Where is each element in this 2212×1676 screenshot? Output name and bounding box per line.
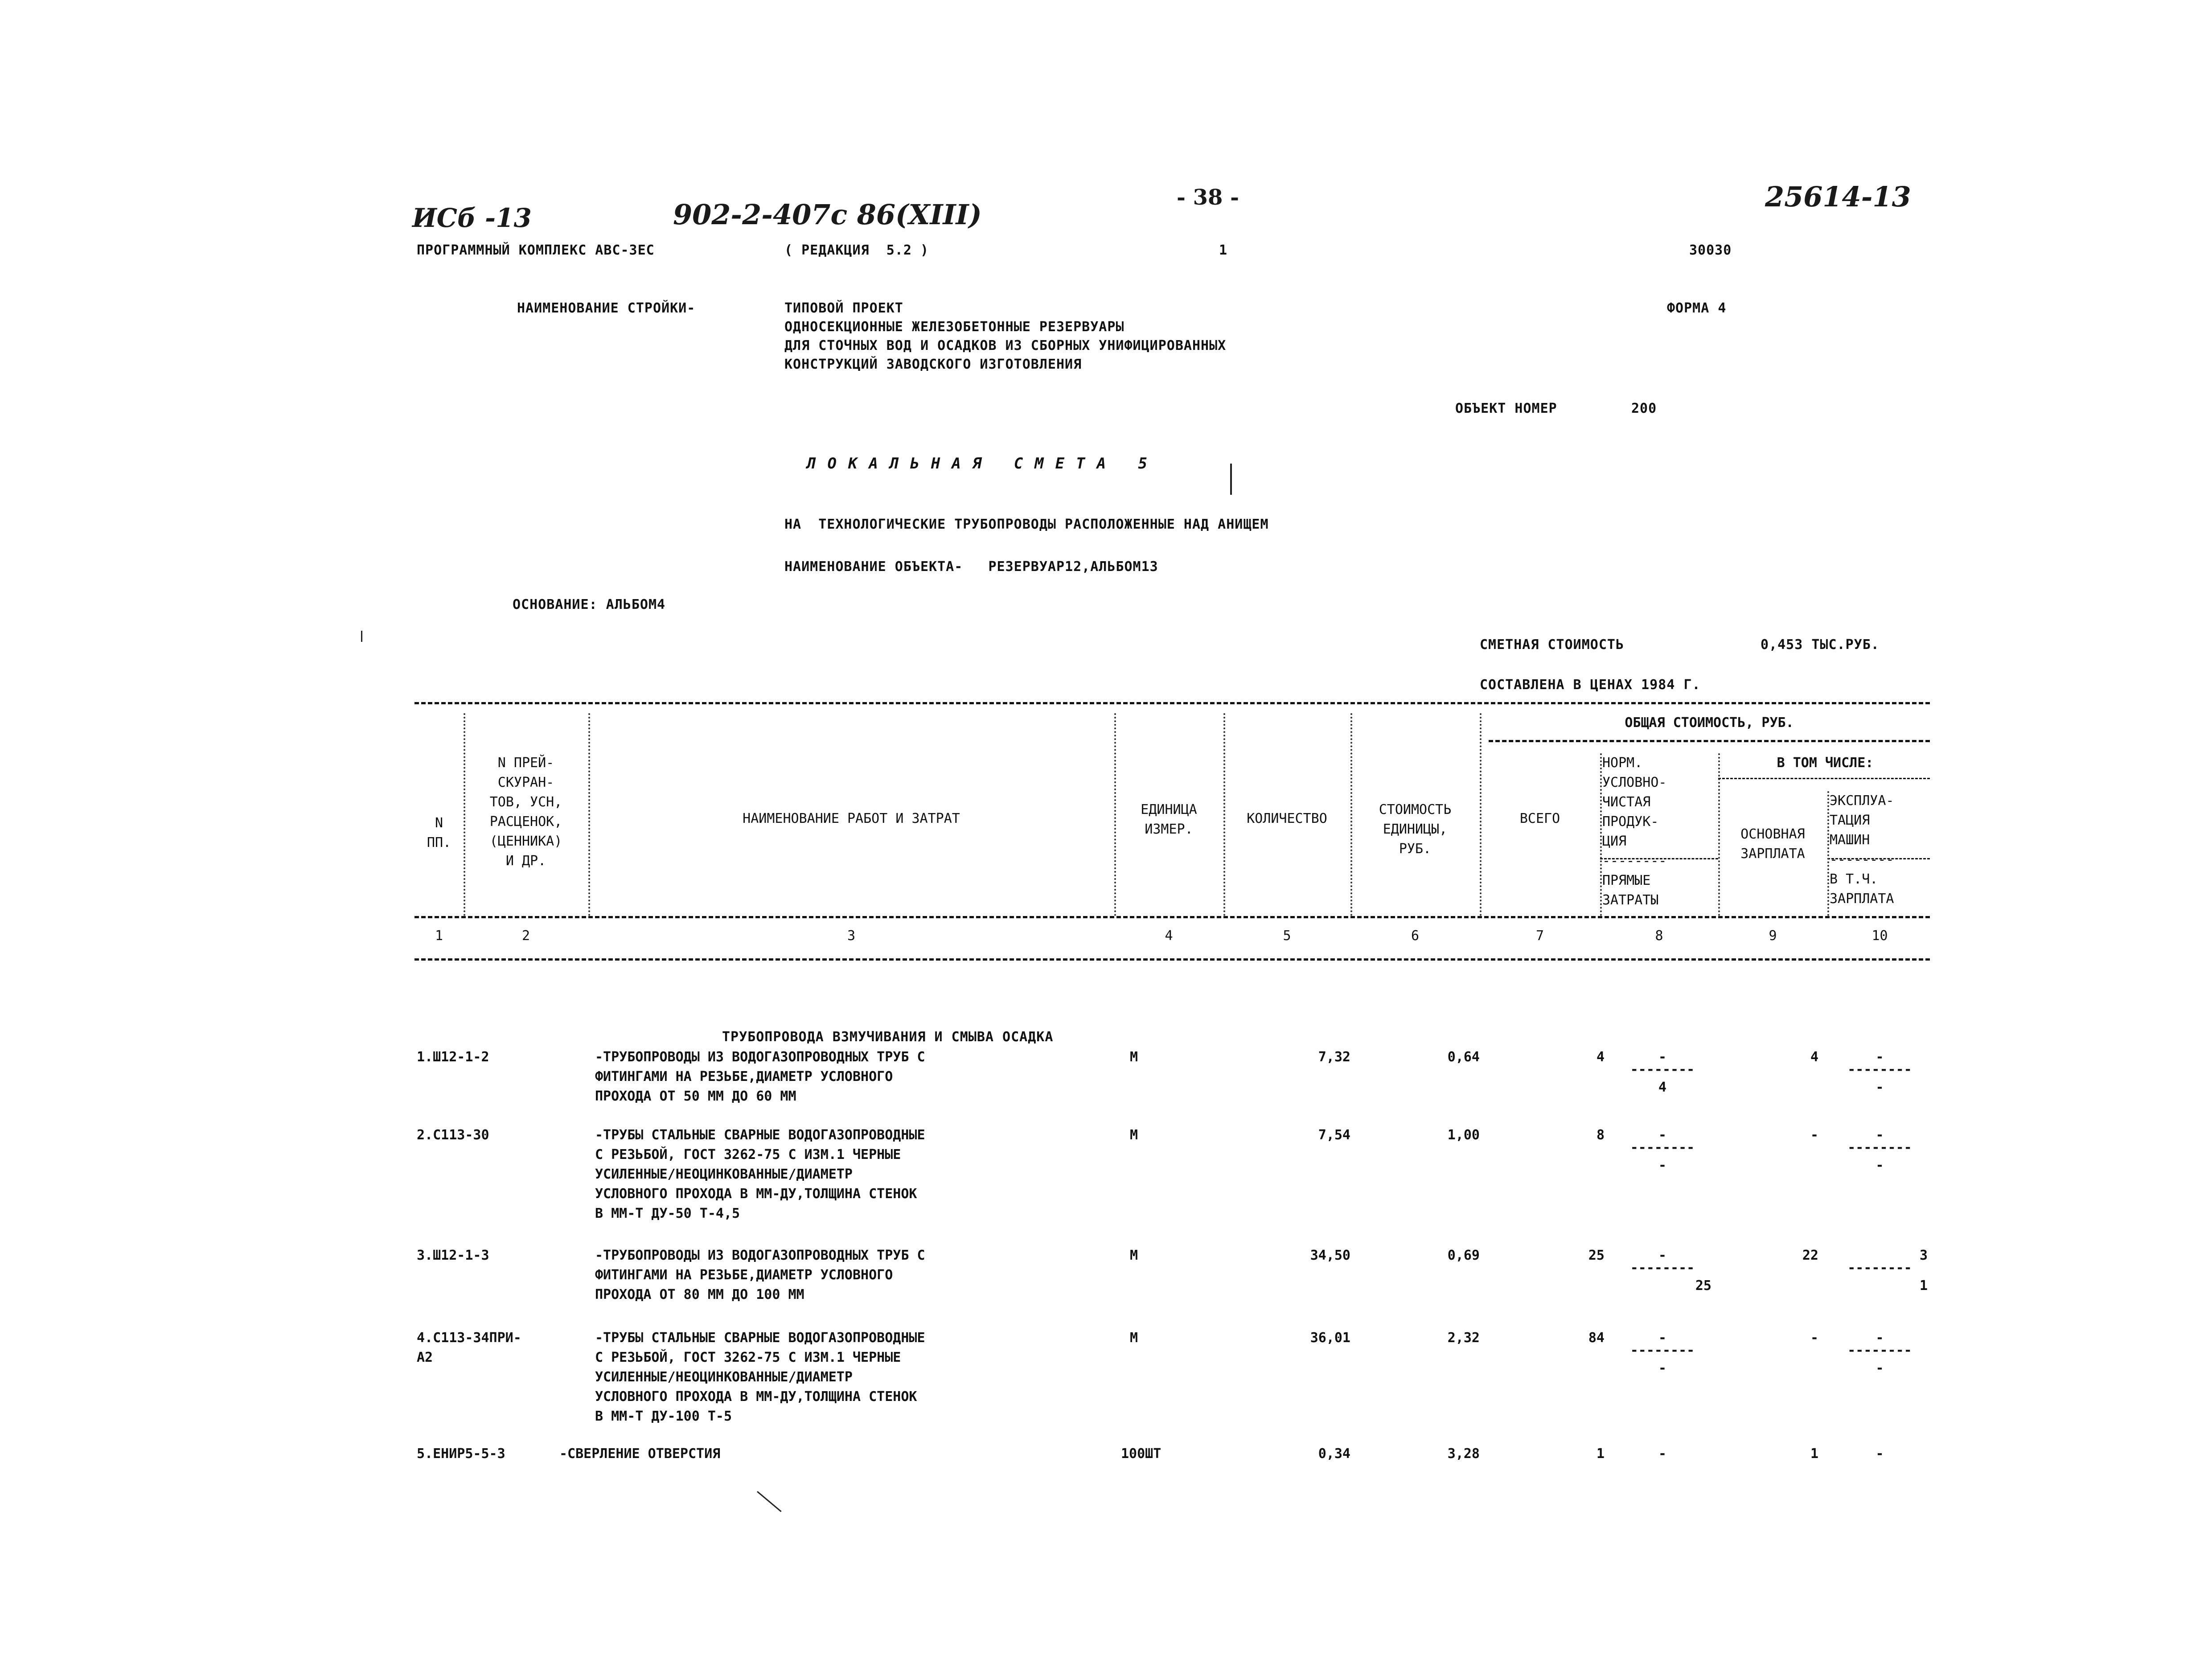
row-qty: 34,50 [1310, 1248, 1350, 1263]
row-name: -ТРУБОПРОВОДЫ ИЗ ВОДОГАЗОПРОВОДНЫХ ТРУБ С ФИТИНГАМИ НА РЕЗЬБЕ,ДИАМЕТР УСЛОВНОГО ПРОХОДА ОТ 80 ММ ДО 100 ММ [595, 1248, 925, 1302]
col-number: 1 [435, 928, 443, 944]
estimate-subject: НА ТЕХНОЛОГИЧЕСКИЕ ТРУБОПРОВОДЫ РАСПОЛОЖЕННЫЕ НАД АНИЩЕМ [784, 517, 1269, 532]
scan-mark [361, 631, 362, 642]
row-norm-rule: -------- [1630, 1343, 1695, 1358]
row-name: -ТРУБЫ СТАЛЬНЫЕ СВАРНЫЕ ВОДОГАЗОПРОВОДНЫЕ С РЕЗЬБОЙ, ГОСТ 3262-75 С ИЗМ.1 ЧЕРНЫЕ УСИЛЕННЫЕ/НЕОЦИНКОВАННЫЕ/ДИАМЕТР УСЛОВНОГО ПРОХОДА В ММ-ДУ,ТОЛЩИНА СТЕНОК В ММ-Т ДУ-100 Т-5 [595, 1330, 925, 1424]
row-qty: 36,01 [1310, 1330, 1350, 1346]
col-number: 7 [1535, 928, 1544, 944]
col-divider [1827, 791, 1829, 916]
document-code: 30030 [1689, 242, 1732, 258]
header-col6: СТОИМОСТЬ ЕДИНИЦЫ, РУБ. [1379, 802, 1452, 857]
header-col10: ЭКСПЛУА- ТАЦИЯ МАШИН -------- В Т.Ч. ЗАРПЛАТА [1830, 793, 1894, 907]
header-col4: ЕДИНИЦА ИЗМЕР. [1141, 802, 1197, 837]
header-col1: N ПП. [427, 815, 451, 850]
header-bottom-rule [414, 916, 1930, 918]
scan-mark [757, 1491, 782, 1512]
price-basis: СОСТАВЛЕНА В ЦЕНАХ 1984 Г. [1480, 677, 1701, 693]
row-machines-rule: -------- [1847, 1062, 1912, 1077]
header-col8: НОРМ. УСЛОВНО- ЧИСТАЯ ПРОДУК- ЦИЯ -------- ПРЯМЫЕ ЗАТРАТЫ [1602, 755, 1667, 908]
row-code: 5.ЕНИР5-5-3 [417, 1446, 505, 1462]
row-code: 1.Ш12-1-2 [417, 1049, 489, 1065]
table-top-rule [414, 702, 1930, 704]
col-divider [464, 713, 465, 916]
row-norm-rule: -------- [1630, 1062, 1695, 1077]
object-number-value: 200 [1631, 401, 1657, 416]
row-norm: - [1658, 1248, 1667, 1263]
form-number: ФОРМА 4 [1667, 300, 1727, 316]
row-machines: - [1875, 1330, 1884, 1346]
col-number: 10 [1871, 928, 1888, 944]
col-number: 8 [1655, 928, 1663, 944]
col-divider [588, 713, 590, 916]
document-title: ЛОКАЛЬНАЯ СМЕТА 5 [807, 455, 1159, 472]
row-name: -ТРУБОПРОВОДЫ ИЗ ВОДОГАЗОПРОВОДНЫХ ТРУБ С ФИТИНГАМИ НА РЕЗЬБЕ,ДИАМЕТР УСЛОВНОГО ПРОХОДА ОТ 50 ММ ДО 60 ММ [595, 1049, 925, 1104]
row-name: -СВЕРЛЕНИЕ ОТВЕРСТИЯ [559, 1446, 721, 1462]
row-machines-salary: - [1875, 1158, 1884, 1173]
row-machines-salary: - [1875, 1360, 1884, 1376]
row-norm: - [1658, 1049, 1667, 1065]
construction-line-2: ОДНОСЕКЦИОННЫЕ ЖЕЛЕЗОБЕТОННЫЕ РЕЗЕРВУАРЫ [784, 319, 1124, 335]
row-price: 3,28 [1447, 1446, 1480, 1462]
header-col7: ВСЕГО [1519, 811, 1560, 826]
header-incl-group: В ТОМ ЧИСЛЕ: [1777, 755, 1874, 771]
row-unit: М [1130, 1127, 1138, 1143]
construction-label: НАИМЕНОВАНИЕ СТРОЙКИ- [517, 300, 696, 316]
row-machines: 3 [1919, 1248, 1928, 1263]
row-unit: М [1130, 1330, 1138, 1346]
row-norm-rule: -------- [1630, 1260, 1695, 1276]
col-number: 9 [1769, 928, 1777, 944]
row-machines-salary: 1 [1919, 1278, 1928, 1294]
section-title: ТРУБОПРОВОДА ВЗМУЧИВАНИЯ И СМЫВА ОСАДКА [722, 1029, 1054, 1045]
construction-line-3: ДЛЯ СТОЧНЫХ ВОД И ОСАДКОВ ИЗ СБОРНЫХ УНИФИЦИРОВАННЫХ [784, 338, 1227, 353]
scan-mark [1230, 464, 1232, 495]
row-total: 25 [1588, 1248, 1605, 1263]
row-price: 2,32 [1447, 1330, 1480, 1346]
row-code: 4.С113-34ПРИ- А2 [417, 1330, 521, 1365]
total-group-rule [1489, 740, 1930, 742]
incl-group-rule [1718, 778, 1930, 779]
row-total: 84 [1588, 1330, 1605, 1346]
row-salary: - [1810, 1330, 1818, 1346]
row-qty: 0,34 [1318, 1446, 1350, 1462]
row-unit: М [1130, 1049, 1138, 1065]
basis: ОСНОВАНИЕ: АЛЬБОМ4 [513, 597, 666, 612]
row-total: 8 [1596, 1127, 1605, 1143]
col-divider [1223, 713, 1225, 916]
header-total-group: ОБЩАЯ СТОИМОСТЬ, РУБ. [1625, 715, 1794, 731]
row-norm-rule: -------- [1630, 1140, 1695, 1155]
row-unit: М [1130, 1248, 1138, 1263]
page-number: - 38 - [1177, 185, 1239, 210]
construction-line-1: ТИПОВОЙ ПРОЕКТ [784, 300, 903, 316]
object-name: НАИМЕНОВАНИЕ ОБЪЕКТА- РЕЗЕРВУАР12,АЛЬБОМ13 [784, 559, 1158, 575]
row-machines-rule: -------- [1847, 1140, 1912, 1155]
row-name: -ТРУБЫ СТАЛЬНЫЕ СВАРНЫЕ ВОДОГАЗОПРОВОДНЫЕ С РЕЗЬБОЙ, ГОСТ 3262-75 С ИЗМ.1 ЧЕРНЫЕ УСИЛЕННЫЕ/НЕОЦИНКОВАННЫЕ/ДИАМЕТР УСЛОВНОГО ПРОХОДА В ММ-ДУ,ТОЛЩИНА СТЕНОК В ММ-Т ДУ-50 Т-4,5 [595, 1127, 925, 1221]
row-machines: - [1875, 1446, 1884, 1462]
construction-line-4: КОНСТРУКЦИЙ ЗАВОДСКОГО ИЗГОТОВЛЕНИЯ [784, 357, 1082, 372]
handwritten-project-code: 902-2-407с 86(XIII) [673, 198, 982, 231]
row-unit: 100ШТ [1121, 1446, 1161, 1462]
row-salary: - [1810, 1127, 1818, 1143]
row-salary: 22 [1802, 1248, 1818, 1263]
object-number-label: ОБЪЕКТ НОМЕР [1455, 401, 1557, 416]
row-total: 4 [1596, 1049, 1605, 1065]
col-divider [1718, 753, 1720, 916]
row-direct: 4 [1658, 1080, 1667, 1095]
row-machines: - [1875, 1127, 1884, 1143]
col-number: 4 [1165, 928, 1173, 944]
row-machines-rule: -------- [1847, 1260, 1912, 1276]
row-direct: - [1658, 1360, 1667, 1376]
row-salary: 4 [1810, 1049, 1818, 1065]
row-direct: - [1658, 1158, 1667, 1173]
col-number: 3 [847, 928, 856, 944]
row-machines: - [1875, 1049, 1884, 1065]
row-code: 2.С113-30 [417, 1127, 489, 1143]
col-divider [1114, 713, 1116, 916]
program-name: ПРОГРАММНЫЙ КОМПЛЕКС АВС-3ЕС [417, 242, 655, 258]
col-divider [1600, 753, 1602, 916]
row-norm: - [1658, 1330, 1667, 1346]
header-col9: ОСНОВНАЯ ЗАРПЛАТА [1740, 826, 1805, 862]
estimate-cost-value: 0,453 ТЫС.РУБ. [1761, 637, 1880, 653]
row-machines-rule: -------- [1847, 1343, 1912, 1358]
row-machines-salary: - [1875, 1080, 1884, 1095]
row-norm: - [1658, 1446, 1667, 1462]
header-col5: КОЛИЧЕСТВО [1247, 811, 1327, 826]
row-price: 1,00 [1447, 1127, 1480, 1143]
handwritten-right-code: 25614-13 [1765, 181, 1911, 213]
row-direct: 25 [1695, 1278, 1711, 1294]
row-total: 1 [1596, 1446, 1605, 1462]
col-divider [1350, 713, 1352, 916]
edition: ( РЕДАКЦИЯ 5.2 ) [784, 242, 929, 258]
row-norm: - [1658, 1127, 1667, 1143]
handwritten-left-code: ИСб -13 [412, 203, 532, 233]
row-salary: 1 [1810, 1446, 1818, 1462]
row-code: 3.Ш12-1-3 [417, 1248, 489, 1263]
header-col3: НАИМЕНОВАНИЕ РАБОТ И ЗАТРАТ [743, 811, 960, 826]
numbers-bottom-rule [414, 958, 1930, 961]
sheet-number: 1 [1219, 242, 1228, 258]
col-number: 2 [521, 928, 530, 944]
header-col2: N ПРЕЙ- СКУРАН- ТОВ, УСН, РАСЦЕНОК, (ЦЕННИКА) И ДР. [489, 755, 562, 869]
estimate-cost-label: СМЕТНАЯ СТОИМОСТЬ [1480, 637, 1625, 653]
row-qty: 7,32 [1318, 1049, 1350, 1065]
col-number: 6 [1411, 928, 1420, 944]
col-divider [1480, 713, 1482, 916]
col-number: 5 [1283, 928, 1291, 944]
row-price: 0,64 [1447, 1049, 1480, 1065]
row-qty: 7,54 [1318, 1127, 1350, 1143]
row-price: 0,69 [1447, 1248, 1480, 1263]
